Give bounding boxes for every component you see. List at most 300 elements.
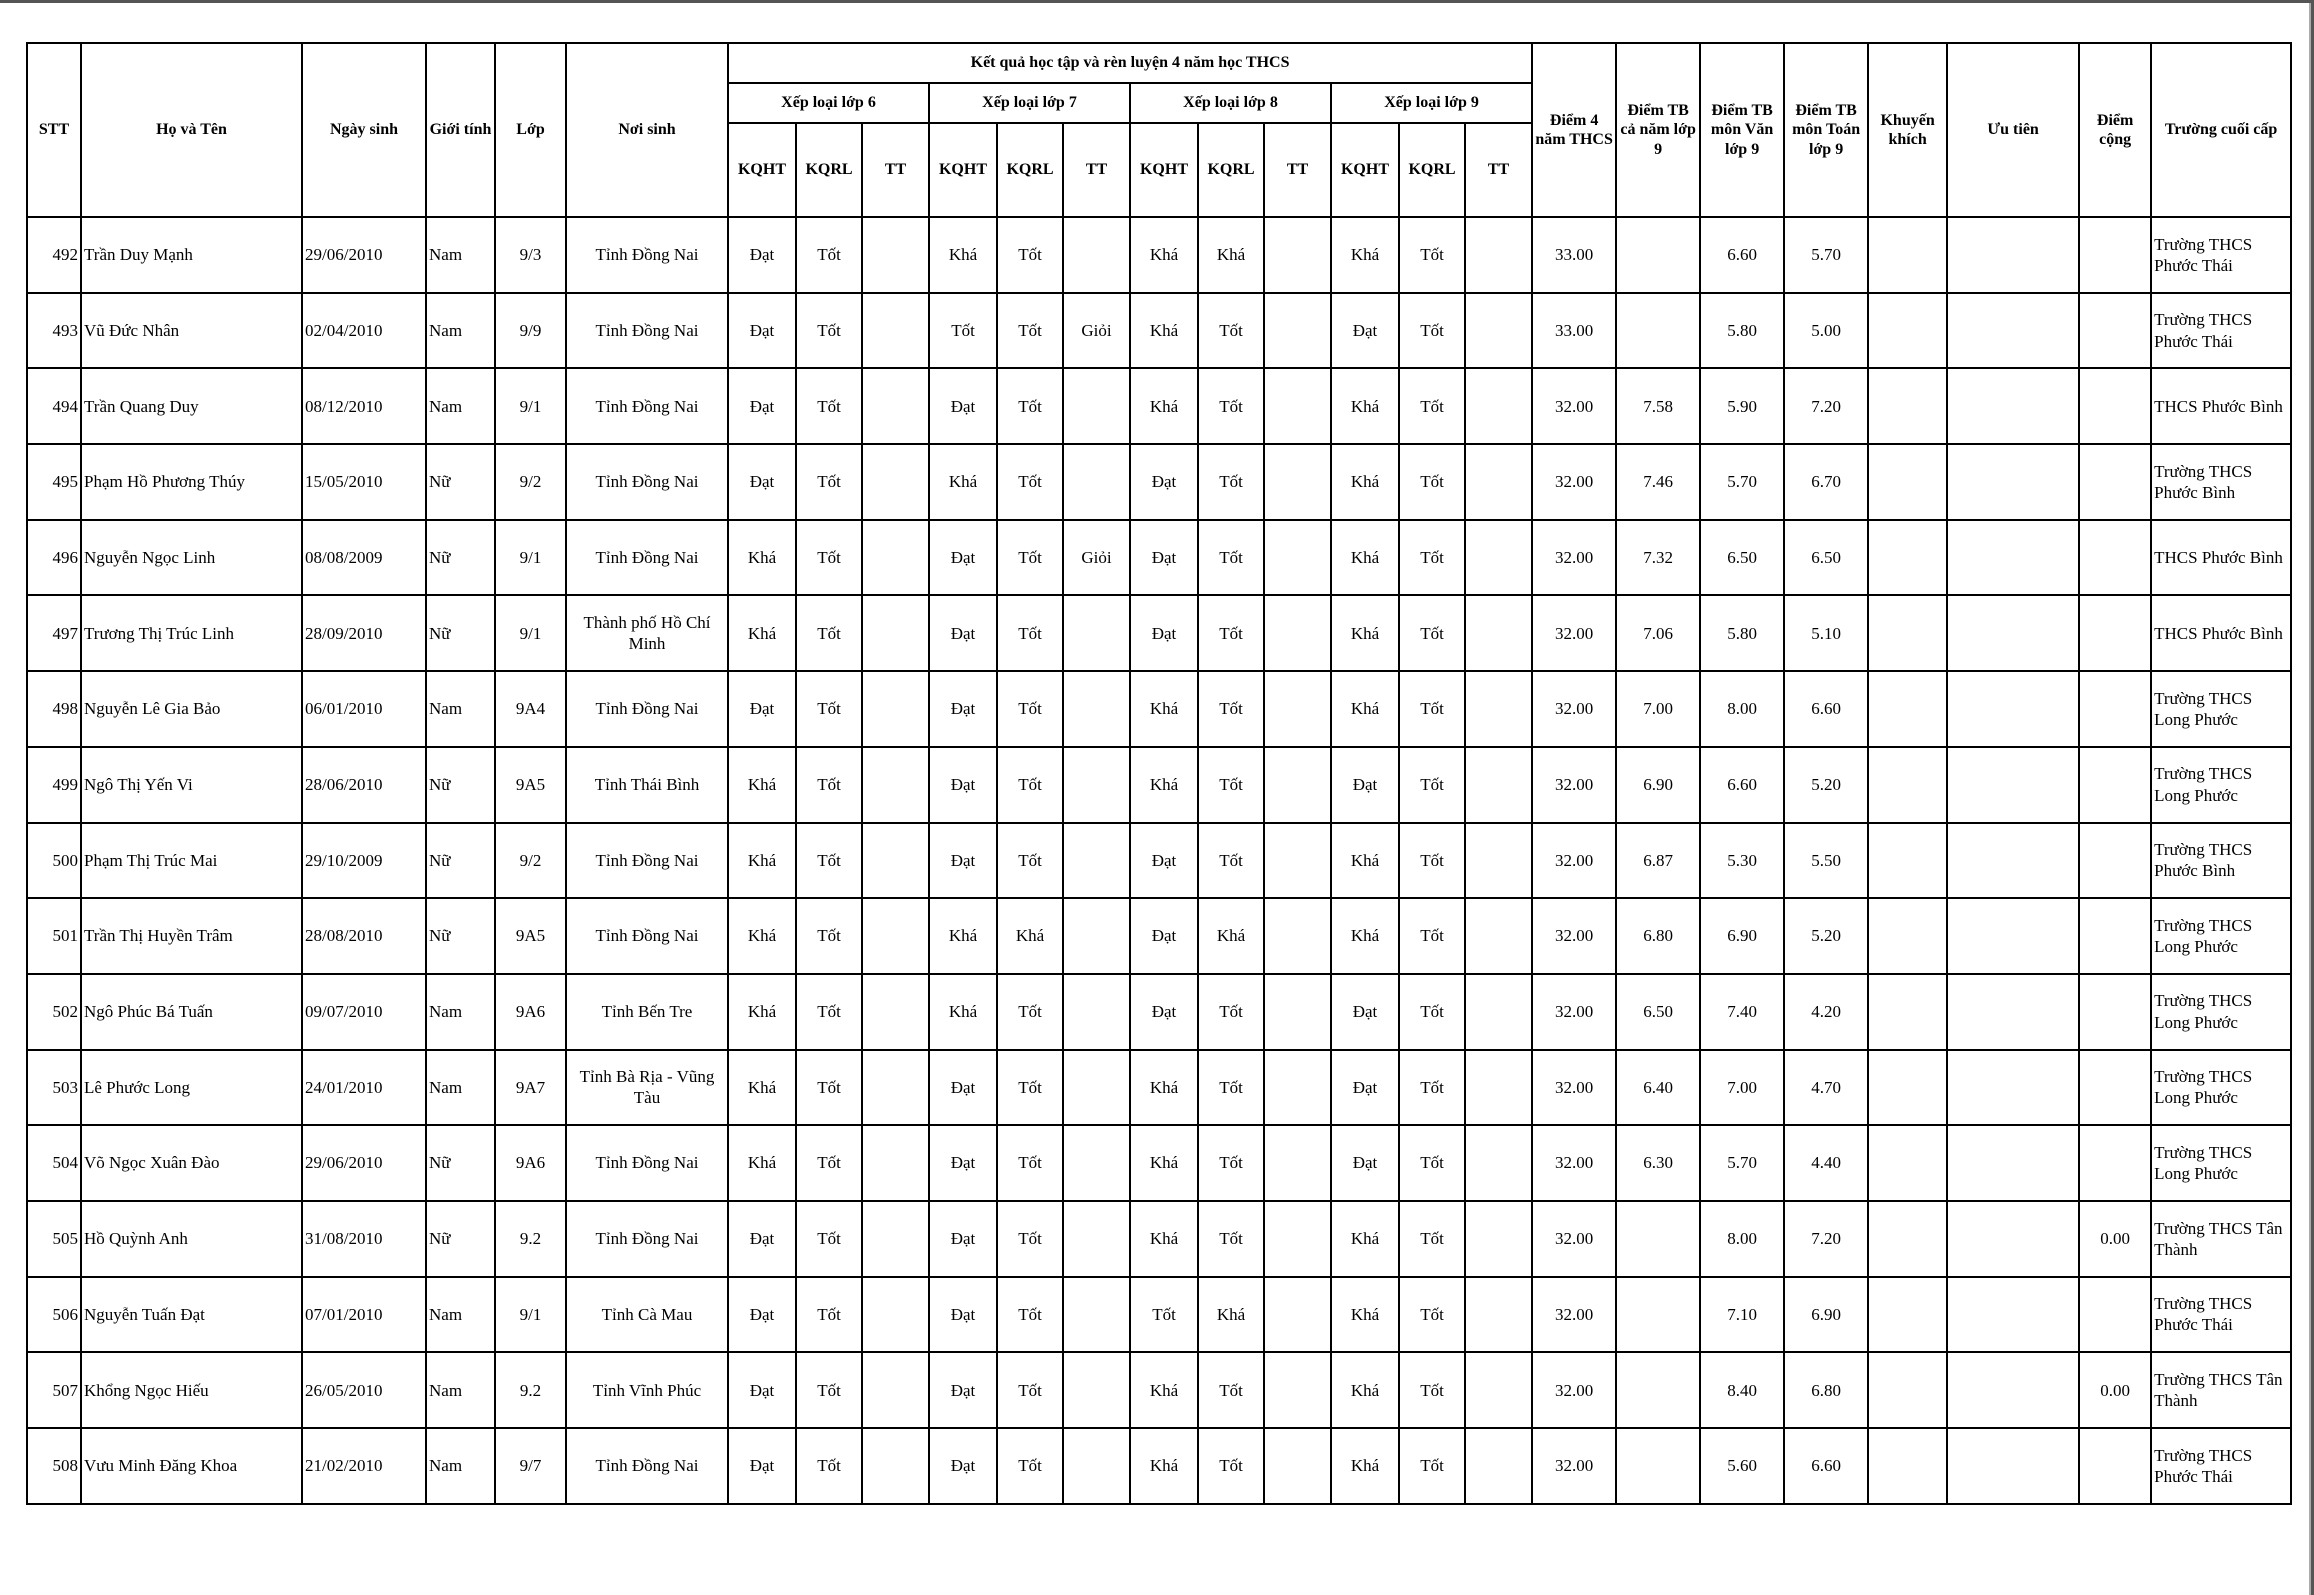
cell-kqht-8: Khá xyxy=(1130,1125,1198,1201)
cell-dob: 24/01/2010 xyxy=(302,1050,426,1126)
cell-tt-6 xyxy=(862,1050,929,1126)
cell-kqht-8: Đạt xyxy=(1130,595,1198,671)
cell-tt-8 xyxy=(1264,520,1331,596)
cell-class: 9/9 xyxy=(495,293,566,369)
cell-gender: Nữ xyxy=(426,823,495,899)
cell-kqht-7: Đạt xyxy=(929,747,997,823)
cell-tt-7 xyxy=(1063,823,1130,899)
cell-priority xyxy=(1947,217,2079,293)
cell-encourage xyxy=(1868,671,1947,747)
cell-math9: 4.70 xyxy=(1784,1050,1868,1126)
cell-school: Trường THCS Long Phước xyxy=(2151,898,2291,974)
table-row xyxy=(27,1201,2291,1277)
cell-school: Trường THCS Long Phước xyxy=(2151,747,2291,823)
cell-lit9: 8.00 xyxy=(1700,671,1784,747)
cell-kqht-7: Khá xyxy=(929,444,997,520)
cell-tt-7 xyxy=(1063,747,1130,823)
cell-dob: 28/08/2010 xyxy=(302,898,426,974)
cell-tt-8 xyxy=(1264,1352,1331,1428)
cell-birthplace: Tỉnh Thái Bình xyxy=(566,747,728,823)
cell-avg9: 6.80 xyxy=(1616,898,1700,974)
table-body xyxy=(27,217,2291,1504)
cell-tt-6 xyxy=(862,444,929,520)
cell-bonus xyxy=(2079,1125,2151,1201)
cell-encourage xyxy=(1868,595,1947,671)
cell-tt-6 xyxy=(862,1125,929,1201)
cell-tt-9 xyxy=(1465,520,1532,596)
cell-kqrl-6: Tốt xyxy=(796,368,862,444)
cell-school: Trường THCS Tân Thành xyxy=(2151,1201,2291,1277)
cell-kqht-6: Đạt xyxy=(728,217,796,293)
cell-school: THCS Phước Bình xyxy=(2151,595,2291,671)
cell-bonus: 0.00 xyxy=(2079,1352,2151,1428)
cell-kqrl-8: Tốt xyxy=(1198,595,1264,671)
cell-math9: 6.70 xyxy=(1784,444,1868,520)
cell-kqht-7: Đạt xyxy=(929,368,997,444)
cell-tt-8 xyxy=(1264,974,1331,1050)
cell-kqrl-6: Tốt xyxy=(796,898,862,974)
cell-kqht-8: Tốt xyxy=(1130,1277,1198,1353)
cell-tt-7: Giỏi xyxy=(1063,293,1130,369)
cell-stt: 501 xyxy=(27,898,81,974)
cell-encourage xyxy=(1868,520,1947,596)
cell-score4: 32.00 xyxy=(1532,368,1616,444)
cell-encourage xyxy=(1868,368,1947,444)
cell-kqht-8: Khá xyxy=(1130,368,1198,444)
cell-priority xyxy=(1947,671,2079,747)
results-table xyxy=(26,42,2292,1505)
cell-tt-7 xyxy=(1063,1201,1130,1277)
cell-bonus xyxy=(2079,1277,2151,1353)
table-row xyxy=(27,671,2291,747)
header-kqrl-9: KQRL xyxy=(1399,123,1465,217)
cell-kqht-8: Đạt xyxy=(1130,898,1198,974)
cell-dob: 28/09/2010 xyxy=(302,595,426,671)
cell-kqrl-6: Tốt xyxy=(796,1428,862,1504)
cell-class: 9A6 xyxy=(495,1125,566,1201)
cell-tt-9 xyxy=(1465,898,1532,974)
cell-lit9: 5.80 xyxy=(1700,293,1784,369)
cell-birthplace: Tỉnh Cà Mau xyxy=(566,1277,728,1353)
cell-birthplace: Tỉnh Bến Tre xyxy=(566,974,728,1050)
cell-tt-8 xyxy=(1264,671,1331,747)
cell-lit9: 7.00 xyxy=(1700,1050,1784,1126)
cell-kqht-7: Khá xyxy=(929,217,997,293)
cell-kqrl-9: Tốt xyxy=(1399,1125,1465,1201)
cell-tt-9 xyxy=(1465,1201,1532,1277)
cell-lit9: 5.70 xyxy=(1700,1125,1784,1201)
cell-dob: 29/06/2010 xyxy=(302,217,426,293)
cell-gender: Nam xyxy=(426,1050,495,1126)
cell-lit9: 6.90 xyxy=(1700,898,1784,974)
cell-kqrl-7: Tốt xyxy=(997,1352,1063,1428)
cell-kqht-8: Khá xyxy=(1130,1201,1198,1277)
cell-avg9: 6.90 xyxy=(1616,747,1700,823)
cell-score4: 32.00 xyxy=(1532,520,1616,596)
cell-kqrl-9: Tốt xyxy=(1399,974,1465,1050)
cell-dob: 29/06/2010 xyxy=(302,1125,426,1201)
cell-kqht-9: Khá xyxy=(1331,595,1399,671)
cell-kqrl-6: Tốt xyxy=(796,1050,862,1126)
cell-name: Nguyễn Ngọc Linh xyxy=(81,520,302,596)
cell-class: 9/1 xyxy=(495,595,566,671)
header-encourage: Khuyến khích xyxy=(1868,43,1947,217)
cell-tt-7 xyxy=(1063,898,1130,974)
cell-lit9: 8.00 xyxy=(1700,1201,1784,1277)
cell-kqrl-8: Tốt xyxy=(1198,1428,1264,1504)
cell-tt-6 xyxy=(862,974,929,1050)
cell-priority xyxy=(1947,823,2079,899)
cell-kqrl-9: Tốt xyxy=(1399,444,1465,520)
cell-kqrl-8: Tốt xyxy=(1198,823,1264,899)
cell-tt-8 xyxy=(1264,1428,1331,1504)
cell-stt: 493 xyxy=(27,293,81,369)
cell-kqht-7: Khá xyxy=(929,974,997,1050)
cell-bonus xyxy=(2079,1050,2151,1126)
cell-kqht-9: Khá xyxy=(1331,217,1399,293)
cell-kqrl-6: Tốt xyxy=(796,1277,862,1353)
cell-name: Ngô Phúc Bá Tuấn xyxy=(81,974,302,1050)
cell-kqht-6: Khá xyxy=(728,898,796,974)
cell-encourage xyxy=(1868,1428,1947,1504)
cell-kqrl-7: Tốt xyxy=(997,444,1063,520)
header-grade-8: Xếp loại lớp 8 xyxy=(1130,83,1331,123)
cell-stt: 494 xyxy=(27,368,81,444)
cell-gender: Nam xyxy=(426,368,495,444)
cell-priority xyxy=(1947,1352,2079,1428)
cell-gender: Nữ xyxy=(426,595,495,671)
cell-name: Phạm Thị Trúc Mai xyxy=(81,823,302,899)
cell-avg9: 6.87 xyxy=(1616,823,1700,899)
cell-name: Võ Ngọc Xuân Đào xyxy=(81,1125,302,1201)
cell-kqrl-9: Tốt xyxy=(1399,520,1465,596)
cell-kqht-7: Đạt xyxy=(929,520,997,596)
cell-kqht-8: Đạt xyxy=(1130,974,1198,1050)
cell-kqrl-9: Tốt xyxy=(1399,595,1465,671)
cell-kqht-6: Đạt xyxy=(728,368,796,444)
cell-kqht-6: Đạt xyxy=(728,293,796,369)
cell-priority xyxy=(1947,293,2079,369)
cell-kqrl-9: Tốt xyxy=(1399,293,1465,369)
cell-birthplace: Tỉnh Bà Rịa - Vũng Tàu xyxy=(566,1050,728,1126)
cell-name: Hồ Quỳnh Anh xyxy=(81,1201,302,1277)
cell-school: Trường THCS Long Phước xyxy=(2151,1050,2291,1126)
cell-kqht-9: Khá xyxy=(1331,671,1399,747)
cell-lit9: 5.80 xyxy=(1700,595,1784,671)
cell-lit9: 5.70 xyxy=(1700,444,1784,520)
cell-avg9: 6.40 xyxy=(1616,1050,1700,1126)
cell-school: THCS Phước Bình xyxy=(2151,368,2291,444)
cell-tt-6 xyxy=(862,1352,929,1428)
cell-kqrl-8: Khá xyxy=(1198,1277,1264,1353)
cell-kqht-9: Khá xyxy=(1331,368,1399,444)
cell-kqht-6: Đạt xyxy=(728,1201,796,1277)
cell-kqrl-6: Tốt xyxy=(796,444,862,520)
table-row xyxy=(27,1125,2291,1201)
cell-kqht-6: Đạt xyxy=(728,1277,796,1353)
cell-name: Ngô Thị Yến Vi xyxy=(81,747,302,823)
cell-tt-6 xyxy=(862,747,929,823)
header-grade-6: Xếp loại lớp 6 xyxy=(728,83,929,123)
cell-name: Trương Thị Trúc Linh xyxy=(81,595,302,671)
cell-avg9: 7.32 xyxy=(1616,520,1700,596)
cell-dob: 02/04/2010 xyxy=(302,293,426,369)
cell-kqrl-9: Tốt xyxy=(1399,747,1465,823)
cell-kqrl-6: Tốt xyxy=(796,293,862,369)
cell-gender: Nữ xyxy=(426,1201,495,1277)
cell-avg9: 7.46 xyxy=(1616,444,1700,520)
cell-kqht-8: Khá xyxy=(1130,747,1198,823)
cell-priority xyxy=(1947,595,2079,671)
header-name: Họ và Tên xyxy=(81,43,302,217)
cell-bonus xyxy=(2079,293,2151,369)
cell-tt-8 xyxy=(1264,217,1331,293)
cell-class: 9A4 xyxy=(495,671,566,747)
cell-tt-6 xyxy=(862,217,929,293)
header-score4: Điểm 4 năm THCS xyxy=(1532,43,1616,217)
cell-kqrl-7: Tốt xyxy=(997,671,1063,747)
cell-math9: 6.80 xyxy=(1784,1352,1868,1428)
cell-score4: 32.00 xyxy=(1532,1050,1616,1126)
cell-tt-7 xyxy=(1063,444,1130,520)
cell-birthplace: Tỉnh Đồng Nai xyxy=(566,520,728,596)
cell-kqrl-8: Tốt xyxy=(1198,520,1264,596)
cell-kqrl-9: Tốt xyxy=(1399,1352,1465,1428)
cell-tt-9 xyxy=(1465,823,1532,899)
cell-kqht-7: Đạt xyxy=(929,595,997,671)
cell-birthplace: Tỉnh Đồng Nai xyxy=(566,368,728,444)
cell-kqht-9: Đạt xyxy=(1331,1050,1399,1126)
table-row xyxy=(27,1428,2291,1504)
cell-kqht-9: Khá xyxy=(1331,1428,1399,1504)
cell-name: Vưu Minh Đăng Khoa xyxy=(81,1428,302,1504)
cell-tt-7 xyxy=(1063,1277,1130,1353)
cell-math9: 5.20 xyxy=(1784,747,1868,823)
cell-score4: 33.00 xyxy=(1532,217,1616,293)
cell-tt-6 xyxy=(862,823,929,899)
cell-math9: 5.00 xyxy=(1784,293,1868,369)
cell-math9: 7.20 xyxy=(1784,1201,1868,1277)
cell-dob: 09/07/2010 xyxy=(302,974,426,1050)
cell-stt: 496 xyxy=(27,520,81,596)
cell-kqht-6: Đạt xyxy=(728,1428,796,1504)
cell-tt-8 xyxy=(1264,1050,1331,1126)
cell-kqrl-8: Tốt xyxy=(1198,1125,1264,1201)
cell-tt-6 xyxy=(862,595,929,671)
cell-kqrl-8: Khá xyxy=(1198,898,1264,974)
cell-kqht-7: Tốt xyxy=(929,293,997,369)
cell-tt-9 xyxy=(1465,747,1532,823)
cell-class: 9A5 xyxy=(495,747,566,823)
cell-class: 9A5 xyxy=(495,898,566,974)
cell-kqrl-7: Tốt xyxy=(997,1201,1063,1277)
cell-encourage xyxy=(1868,747,1947,823)
cell-school: Trường THCS Phước Thái xyxy=(2151,293,2291,369)
cell-birthplace: Tỉnh Đồng Nai xyxy=(566,1201,728,1277)
cell-score4: 32.00 xyxy=(1532,974,1616,1050)
cell-dob: 15/05/2010 xyxy=(302,444,426,520)
cell-stt: 495 xyxy=(27,444,81,520)
cell-math9: 6.60 xyxy=(1784,1428,1868,1504)
cell-encourage xyxy=(1868,1352,1947,1428)
cell-bonus xyxy=(2079,823,2151,899)
cell-tt-9 xyxy=(1465,368,1532,444)
cell-stt: 497 xyxy=(27,595,81,671)
cell-math9: 6.60 xyxy=(1784,671,1868,747)
cell-score4: 32.00 xyxy=(1532,898,1616,974)
cell-kqrl-7: Tốt xyxy=(997,1125,1063,1201)
cell-gender: Nam xyxy=(426,1277,495,1353)
header-kqrl-6: KQRL xyxy=(796,123,862,217)
cell-math9: 5.70 xyxy=(1784,217,1868,293)
cell-stt: 505 xyxy=(27,1201,81,1277)
cell-kqht-9: Khá xyxy=(1331,823,1399,899)
cell-kqrl-7: Tốt xyxy=(997,1428,1063,1504)
cell-kqrl-7: Tốt xyxy=(997,217,1063,293)
cell-class: 9/3 xyxy=(495,217,566,293)
cell-gender: Nam xyxy=(426,1352,495,1428)
cell-name: Trần Thị Huyền Trâm xyxy=(81,898,302,974)
cell-kqht-9: Khá xyxy=(1331,1352,1399,1428)
cell-bonus xyxy=(2079,898,2151,974)
cell-kqht-8: Đạt xyxy=(1130,823,1198,899)
cell-math9: 5.20 xyxy=(1784,898,1868,974)
cell-tt-7 xyxy=(1063,595,1130,671)
cell-kqht-8: Khá xyxy=(1130,1050,1198,1126)
cell-avg9: 6.50 xyxy=(1616,974,1700,1050)
cell-tt-7 xyxy=(1063,217,1130,293)
cell-kqht-6: Khá xyxy=(728,1125,796,1201)
cell-avg9 xyxy=(1616,293,1700,369)
cell-priority xyxy=(1947,1050,2079,1126)
cell-kqht-9: Khá xyxy=(1331,444,1399,520)
cell-kqrl-9: Tốt xyxy=(1399,823,1465,899)
cell-kqrl-7: Tốt xyxy=(997,368,1063,444)
cell-tt-9 xyxy=(1465,1352,1532,1428)
cell-tt-8 xyxy=(1264,444,1331,520)
cell-school: Trường THCS Long Phước xyxy=(2151,671,2291,747)
cell-kqrl-6: Tốt xyxy=(796,974,862,1050)
cell-kqht-6: Khá xyxy=(728,974,796,1050)
cell-kqrl-7: Tốt xyxy=(997,974,1063,1050)
cell-math9: 4.40 xyxy=(1784,1125,1868,1201)
cell-class: 9/2 xyxy=(495,444,566,520)
cell-kqrl-6: Tốt xyxy=(796,747,862,823)
cell-kqrl-7: Khá xyxy=(997,898,1063,974)
cell-avg9 xyxy=(1616,1352,1700,1428)
header-grade-9: Xếp loại lớp 9 xyxy=(1331,83,1532,123)
cell-kqrl-9: Tốt xyxy=(1399,1050,1465,1126)
cell-kqht-7: Đạt xyxy=(929,1428,997,1504)
table-row xyxy=(27,444,2291,520)
cell-lit9: 6.60 xyxy=(1700,217,1784,293)
cell-tt-9 xyxy=(1465,293,1532,369)
cell-birthplace: Tỉnh Đồng Nai xyxy=(566,293,728,369)
cell-priority xyxy=(1947,747,2079,823)
cell-bonus xyxy=(2079,671,2151,747)
table-row xyxy=(27,217,2291,293)
cell-kqrl-9: Tốt xyxy=(1399,1428,1465,1504)
header-kqrl-7: KQRL xyxy=(997,123,1063,217)
cell-school: Trường THCS Phước Thái xyxy=(2151,217,2291,293)
cell-class: 9.2 xyxy=(495,1352,566,1428)
cell-score4: 32.00 xyxy=(1532,671,1616,747)
cell-tt-8 xyxy=(1264,747,1331,823)
cell-kqrl-8: Tốt xyxy=(1198,293,1264,369)
cell-tt-9 xyxy=(1465,974,1532,1050)
cell-kqrl-6: Tốt xyxy=(796,823,862,899)
header-tt-9: TT xyxy=(1465,123,1532,217)
cell-avg9 xyxy=(1616,217,1700,293)
cell-bonus xyxy=(2079,368,2151,444)
cell-bonus xyxy=(2079,217,2151,293)
cell-score4: 32.00 xyxy=(1532,747,1616,823)
cell-dob: 31/08/2010 xyxy=(302,1201,426,1277)
header-lit9: Điểm TB môn Văn lớp 9 xyxy=(1700,43,1784,217)
cell-tt-7 xyxy=(1063,1125,1130,1201)
cell-encourage xyxy=(1868,217,1947,293)
cell-tt-7 xyxy=(1063,1352,1130,1428)
cell-lit9: 5.30 xyxy=(1700,823,1784,899)
cell-kqrl-7: Tốt xyxy=(997,823,1063,899)
cell-encourage xyxy=(1868,1050,1947,1126)
cell-tt-9 xyxy=(1465,1050,1532,1126)
cell-tt-9 xyxy=(1465,217,1532,293)
cell-tt-8 xyxy=(1264,1201,1331,1277)
header-gender: Giới tính xyxy=(426,43,495,217)
cell-kqht-6: Khá xyxy=(728,823,796,899)
cell-dob: 08/08/2009 xyxy=(302,520,426,596)
cell-encourage xyxy=(1868,1201,1947,1277)
cell-birthplace: Tỉnh Đồng Nai xyxy=(566,898,728,974)
cell-kqrl-9: Tốt xyxy=(1399,217,1465,293)
cell-kqht-9: Khá xyxy=(1331,898,1399,974)
cell-tt-8 xyxy=(1264,368,1331,444)
header-kqht-8: KQHT xyxy=(1130,123,1198,217)
cell-tt-7 xyxy=(1063,671,1130,747)
table-row xyxy=(27,595,2291,671)
cell-name: Lê Phước Long xyxy=(81,1050,302,1126)
cell-kqrl-7: Tốt xyxy=(997,1050,1063,1126)
cell-encourage xyxy=(1868,974,1947,1050)
cell-score4: 32.00 xyxy=(1532,1201,1616,1277)
cell-kqrl-8: Tốt xyxy=(1198,671,1264,747)
cell-school: Trường THCS Phước Bình xyxy=(2151,444,2291,520)
cell-priority xyxy=(1947,520,2079,596)
cell-kqht-6: Đạt xyxy=(728,1352,796,1428)
cell-class: 9/1 xyxy=(495,520,566,596)
cell-encourage xyxy=(1868,293,1947,369)
cell-avg9: 7.06 xyxy=(1616,595,1700,671)
header-math9: Điểm TB môn Toán lớp 9 xyxy=(1784,43,1868,217)
cell-priority xyxy=(1947,1428,2079,1504)
cell-math9: 6.90 xyxy=(1784,1277,1868,1353)
header-tt-6: TT xyxy=(862,123,929,217)
table-row xyxy=(27,293,2291,369)
header-results-group: Kết quả học tập và rèn luyện 4 năm học THCS xyxy=(728,43,1532,83)
cell-bonus xyxy=(2079,974,2151,1050)
cell-kqht-8: Đạt xyxy=(1130,520,1198,596)
table-row xyxy=(27,520,2291,596)
cell-tt-6 xyxy=(862,671,929,747)
cell-priority xyxy=(1947,898,2079,974)
cell-encourage xyxy=(1868,823,1947,899)
cell-kqrl-6: Tốt xyxy=(796,520,862,596)
cell-name: Nguyễn Tuấn Đạt xyxy=(81,1277,302,1353)
cell-kqrl-8: Tốt xyxy=(1198,1201,1264,1277)
cell-priority xyxy=(1947,1201,2079,1277)
cell-school: Trường THCS Phước Bình xyxy=(2151,823,2291,899)
